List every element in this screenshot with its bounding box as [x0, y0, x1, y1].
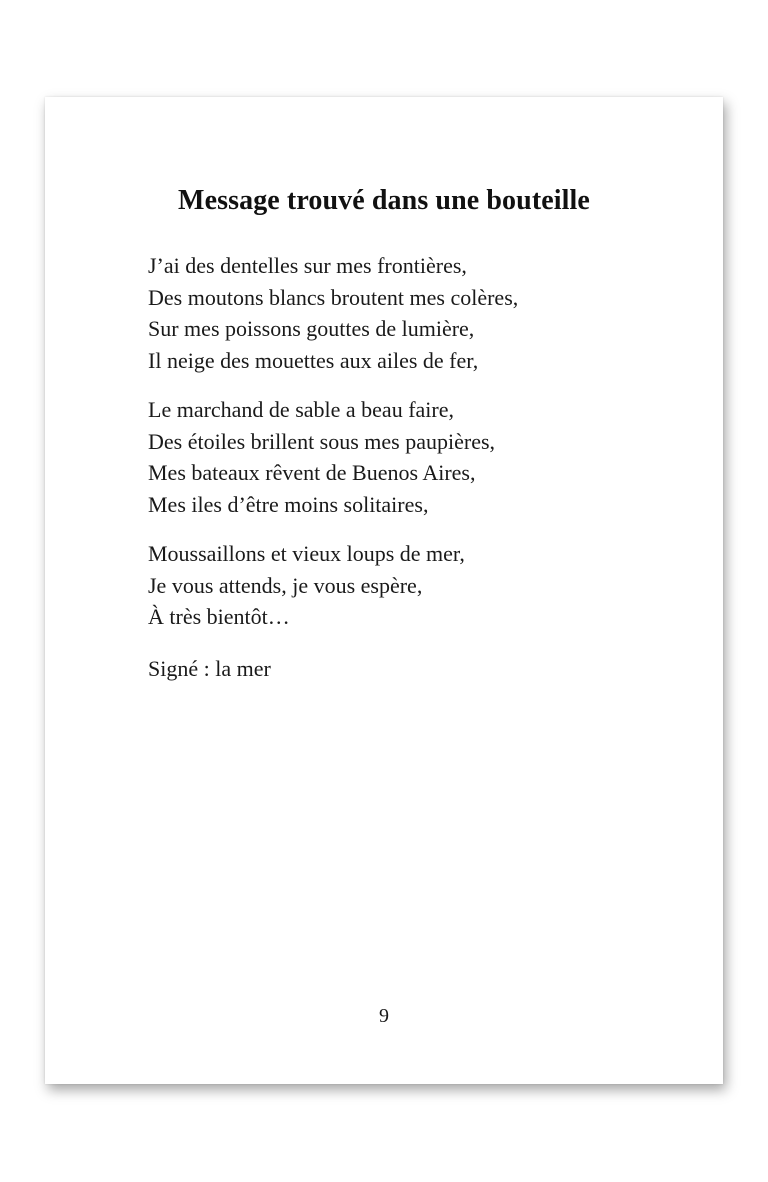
poem-line: Mes iles d’être moins solitaires,: [148, 491, 429, 517]
poem-line: Sur mes poissons gouttes de lumière,: [148, 316, 475, 341]
poem-title: Message trouvé dans une bouteille: [178, 185, 590, 216]
poem-line: Il neige des mouettes aux ailes de fer,: [148, 347, 479, 373]
poem-line: Le marchand de sable a beau faire,: [148, 397, 454, 422]
poem-line: Des étoiles brillent sous mes paupières,: [148, 428, 496, 454]
stanza-3: [148, 538, 688, 633]
poem-line: Mes bateaux rêvent de Buenos Aires,: [148, 460, 476, 485]
poem-body: [148, 250, 688, 684]
poem-line: Moussaillons et vieux loups de mer,: [148, 541, 465, 566]
poem-signature: Signé : la mer: [148, 655, 271, 681]
stanza-1: [148, 250, 688, 376]
book-page: [45, 97, 723, 1084]
poem-line: À très bientôt…: [148, 604, 290, 629]
stanza-2: [148, 394, 688, 520]
page-number: 9: [379, 1005, 389, 1027]
poem-line: J’ai des dentelles sur mes frontières,: [148, 253, 467, 278]
poem-line: Des moutons blancs broutent mes colères,: [148, 284, 519, 310]
poem-line: Je vous attends, je vous espère,: [148, 572, 423, 598]
